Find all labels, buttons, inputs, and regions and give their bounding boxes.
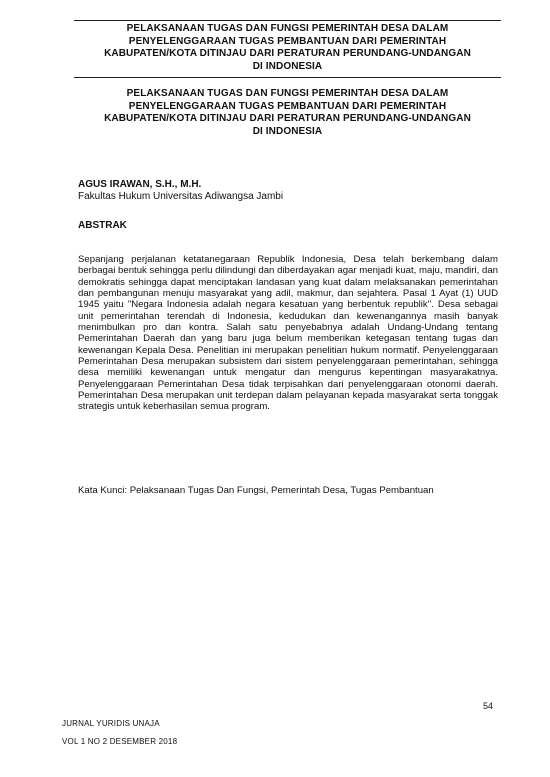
author-affiliation: Fakultas Hukum Universitas Adiwangsa Jambi [78,191,284,202]
author-name: AGUS IRAWAN, S.H., M.H. [78,179,202,190]
paper-title-line: PELAKSANAAN TUGAS DAN FUNGSI PEMERINTAH DESA DALAM [126,88,449,99]
abstract-heading: ABSTRAK [78,220,127,231]
page-number: 54 [482,701,493,711]
paper-title-line: DI INDONESIA [252,125,323,137]
paper-title-line: PENYELENGGARAAN TUGAS PEMBANTUAN DARI PEMERINTAH [128,100,447,112]
paper-title-line: KABUPATEN/KOTA DITINJAU DARI PERATURAN PERUNDANG-UNDANGAN [104,113,471,124]
running-header [74,23,501,73]
keywords: Kata Kunci: Pelaksanaan Tugas Dan Fungsi, Pemerintah Desa, Tugas Pembantuan [78,485,434,496]
running-header-line: DI INDONESIA [252,60,323,72]
running-header-line: PELAKSANAAN TUGAS DAN FUNGSI PEMERINTAH DESA DALAM [126,23,449,34]
header-top-rule [74,20,501,21]
running-header-line: PENYELENGGARAAN TUGAS PEMBANTUAN DARI PEMERINTAH [128,35,447,47]
footer-journal: JURNAL YURIDIS UNAJA [62,719,160,728]
abstract-body: Sepanjang perjalanan ketatanegaraan Republik Indonesia, Desa telah berkembang dalam berbagai bentuk sehingga perlu dilindungi dan diberdayakan agar menjadi kuat, maju, mandiri, dan demokratis sehingga dapat menciptakan landasan yang kuat dalam melaksanakan pemerintahan dan pembangunan menuju masyarakat yang adil, makmur, dan sejahtera. Pasal 1 Ayat (1) UUD 1945 yaitu "Negara Indonesia adalah negara kesatuan yang berbentuk republik". Desa sebagai unit pemerintahan terendah di Indonesia, kedudukan dan kewenangannya masih banyak menimbulkan pro dan kontra. Salah satu penyebabnya adalah Undang-Undang tentang Pemerintahan Daerah dan yang baru juga belum memberikan ketegasan tentang tugas dan kewenangan Kepala Desa. Penelitian ini merupakan penelitian hukum normatif. Penyelenggaraan Pemerintahan Desa merupakan subsistem dari sistem penyelenggaraan pemerintahan, sehingga desa memiliki kewenangan untuk mengatur dan mengurus kepentingan masyarakatnya. Penyelenggaraan Pemerintahan Desa tidak terpisahkan dari penyelenggaraan otonomi daerah. Pemerintahan Desa merupakan unit terdepan dalam pelayanan kepada masyarakat serta tonggak strategis untuk keberhasilan semua program. [78,254,498,413]
footer-volume: VOL 1 NO 2 DESEMBER 2018 [62,737,178,746]
running-header-line: KABUPATEN/KOTA DITINJAU DARI PERATURAN PERUNDANG-UNDANGAN [104,48,471,59]
paper-title [74,88,501,138]
header-bottom-rule [74,77,501,78]
